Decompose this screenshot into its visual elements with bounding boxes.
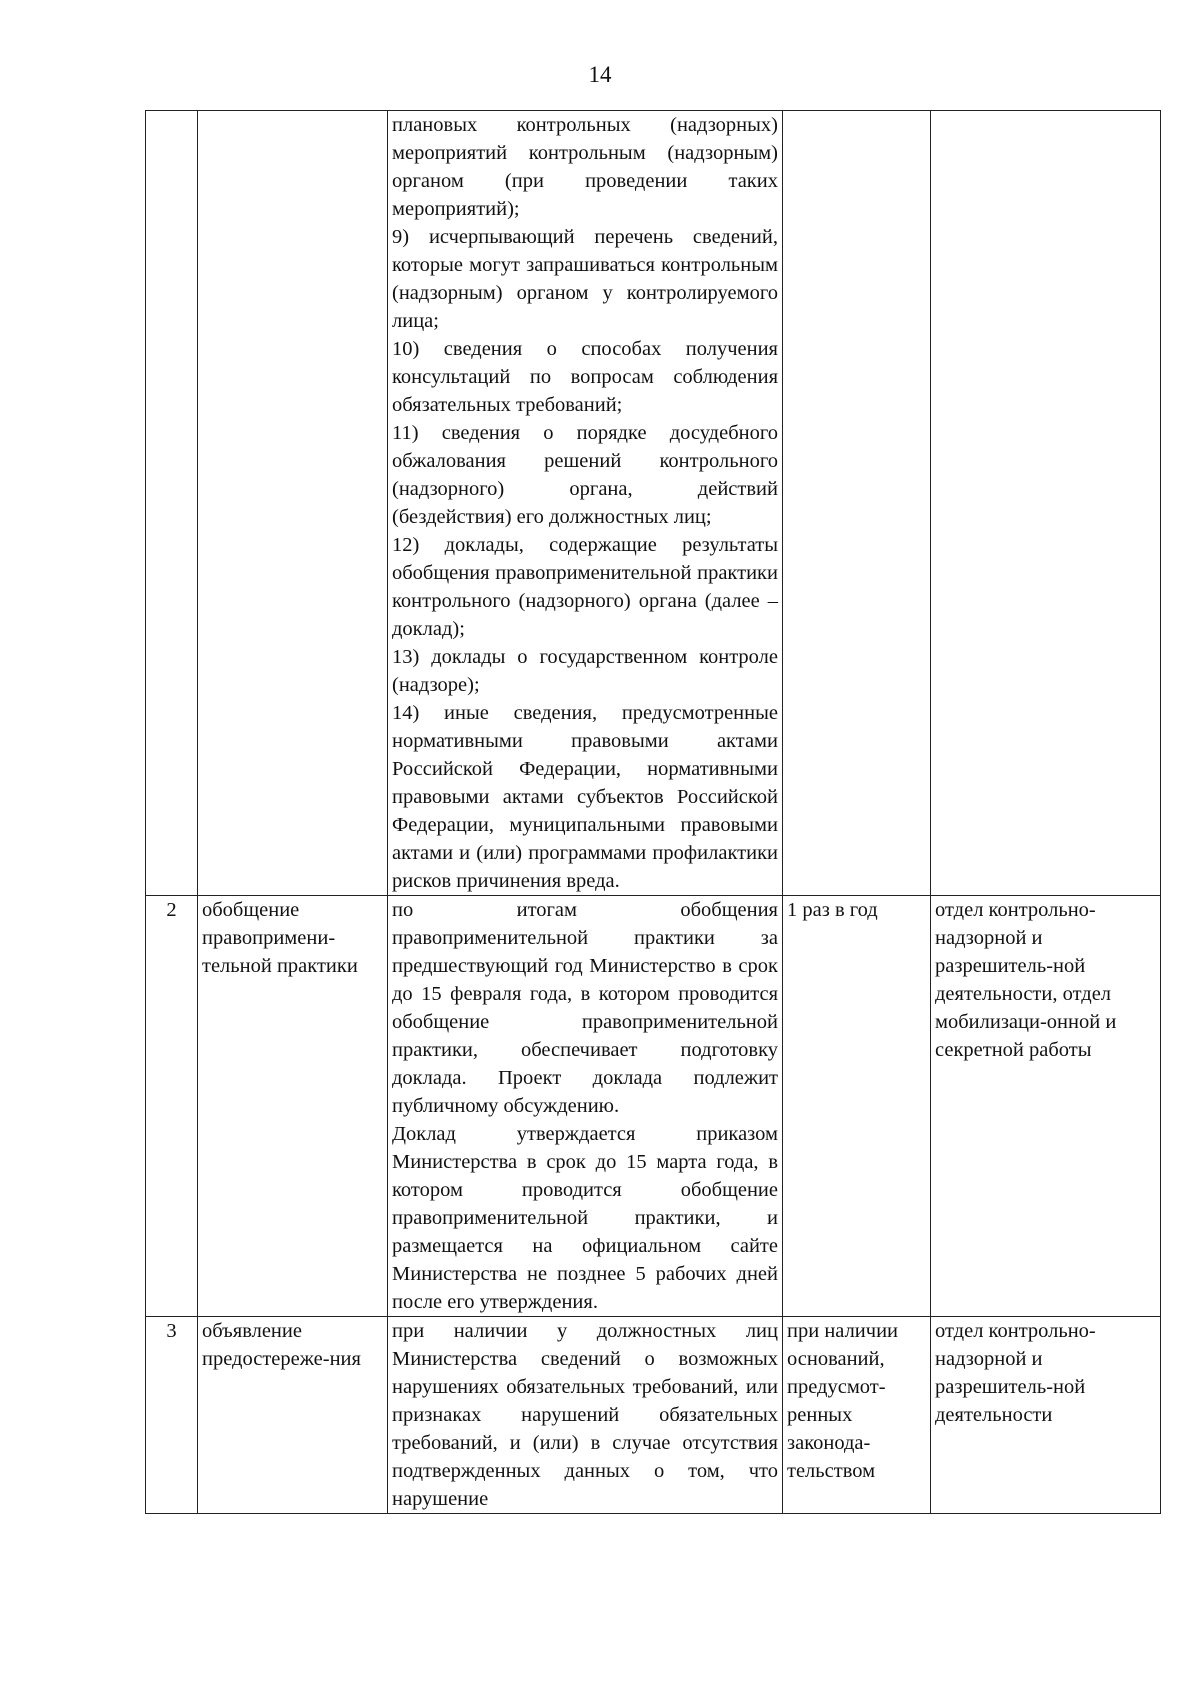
content-paragraph: 9) исчерпывающий перечень сведений, которые могут запрашиваться контрольным (надзорным) органом у контролируемого лица;	[392, 226, 778, 332]
content-paragraph: по итогам обобщения правоприменительной практики за предшествующий год Министерство в срок до 15 февраля года, в котором проводится обобщение правоприменительной практики, обеспечивает подготовку доклада. Проект доклада подлежит публичному обсуждению.	[392, 899, 778, 1117]
measure-name	[198, 111, 388, 896]
table-row	[146, 896, 1161, 1317]
measure-name: объявление предостереже-ния	[198, 1317, 388, 1514]
responsible-unit: отдел контрольно-надзорной и разрешитель-ной деятельности	[931, 1317, 1161, 1514]
responsible-unit: отдел контрольно-надзорной и разрешитель-ной деятельности, отдел мобилизаци-онной и секретной работы	[931, 896, 1161, 1317]
measure-period: 1 раз в год	[783, 896, 931, 1317]
content-paragraph: 11) сведения о порядке досудебного обжалования решений контрольного (надзорного) органа, действий (бездействия) его должностных лиц;	[392, 422, 778, 528]
content-paragraph: 14) иные сведения, предусмотренные нормативными правовыми актами Российской Федерации, нормативными правовыми актами субъектов Российской Федерации, муниципальными правовыми актами и (или) программами профилактики рисков причинения вреда.	[392, 702, 778, 892]
measures-table	[145, 110, 1161, 1514]
measure-period: при наличии оснований, предусмот-ренных законода-тельством	[783, 1317, 931, 1514]
page-number: 14	[588, 62, 612, 87]
table-row	[146, 111, 1161, 896]
measure-content	[388, 896, 783, 1317]
row-number: 3	[146, 1317, 198, 1514]
content-paragraph: 10) сведения о способах получения консультаций по вопросам соблюдения обязательных требований;	[392, 338, 778, 416]
content-paragraph: Доклад утверждается приказом Министерства в срок до 15 марта года, в котором проводится обобщение правоприменительной практики, и размещается на официальном сайте Министерства не позднее 5 рабочих дней после его утверждения.	[392, 1123, 778, 1313]
row-number: 2	[146, 896, 198, 1317]
measure-period	[783, 111, 931, 896]
content-paragraph: 13) доклады о государственном контроле (надзоре);	[392, 646, 778, 696]
measure-content	[388, 111, 783, 896]
content-paragraph: при наличии у должностных лиц Министерства сведений о возможных нарушениях обязательных требований, или признаках нарушений обязательных требований, и (или) в случае отсутствия подтвержденных данных о том, что нарушение	[392, 1320, 778, 1510]
responsible-unit	[931, 111, 1161, 896]
row-number	[146, 111, 198, 896]
measure-content	[388, 1317, 783, 1514]
content-paragraph: 12) доклады, содержащие результаты обобщения правоприменительной практики контрольного (надзорного) органа (далее – доклад);	[392, 534, 778, 640]
content-paragraph: плановых контрольных (надзорных) мероприятий контрольным (надзорным) органом (при проведении таких мероприятий);	[392, 114, 778, 220]
measure-name: обобщение правопримени-тельной практики	[198, 896, 388, 1317]
table-row	[146, 1317, 1161, 1514]
